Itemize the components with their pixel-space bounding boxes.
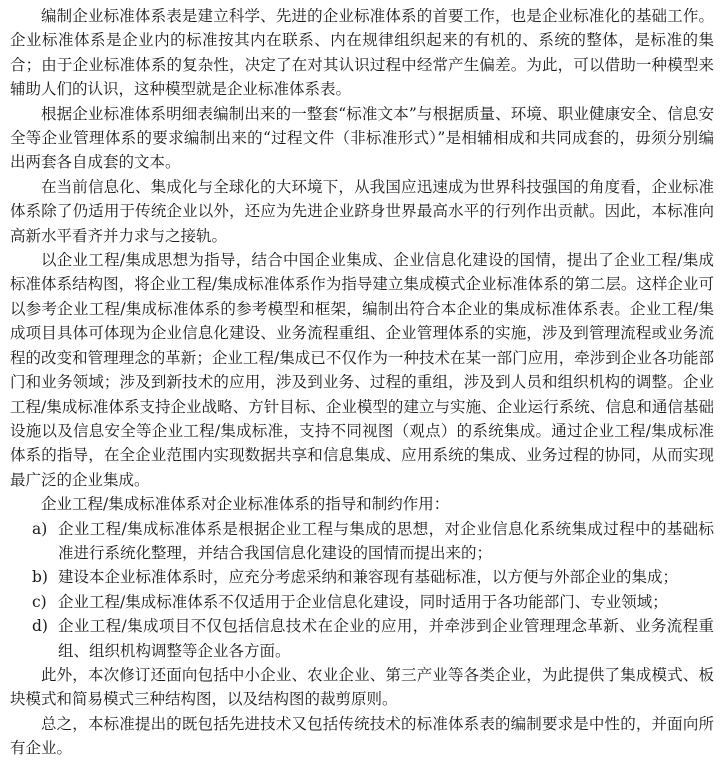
paragraph-conclusion: 总之，本标准提出的既包括先进技术又包括传统技术的标准体系表的编制要求是中性的，并面向所有企业。 <box>10 714 714 758</box>
list-item-text: 企业工程/集成标准体系是根据企业工程与集成的思想，对企业信息化系统集成过程中的基础标准进行系统化整理，并结合我国信息化建设的国情而提出来的； <box>58 519 714 562</box>
list-item-text: 企业工程/集成项目不仅包括信息技术在企业的应用，并牵涉到企业管理理念革新、业务流程重组、组织机构调整等企业各方面。 <box>58 617 714 660</box>
list-item <box>10 614 714 663</box>
list-item-marker: b) <box>32 568 48 587</box>
list-item <box>10 517 714 566</box>
list-item-marker: d) <box>32 617 48 636</box>
paragraph-standard-texts: 根据企业标准体系明细表编制出来的一整套“标准文本”与根据质量、环境、职业健康安全、信息安全等企业管理体系的要求编制出来的“过程文件（非标准形式）”是相辅相成和共同成套的，毋须分别编出两套各自成套的文本。 <box>10 104 714 172</box>
list-item-text: 建设本企业标准体系时，应充分考虑采纳和兼容现有基础标准，以方便与外部企业的集成； <box>58 568 679 587</box>
list-item <box>10 565 714 589</box>
paragraph-intro: 编制企业标准体系表是建立科学、先进的企业标准体系的首要工作，也是企业标准化的基础工作。企业标准体系是企业内的标准按其内在联系、内在规律组织起来的有机的、系统的整体，是标准的集合；由于企业标准体系的复杂性，决定了在对其认识过程中经常产生偏差。为此，可以借助一种模型来辅助人们的认识，这种模型就是企业标准体系表。 <box>10 7 714 99</box>
list-item-marker: c) <box>32 592 47 611</box>
list-item-text: 企业工程/集成标准体系不仅适用于企业信息化建设，同时适用于各功能部门、专业领域； <box>58 592 668 611</box>
list-item-marker: a) <box>32 519 48 538</box>
paragraph-global-context: 在当前信息化、集成化与全球化的大环境下，从我国应迅速成为世界科技强国的角度看，企业标准体系除了仍适用于传统企业以外，还应为先进企业跻身世界最高水平的行列作出贡献。因此，本标准向高新水平看齐并力求与之接轨。 <box>10 177 714 245</box>
paragraph-enterprise-engineering: 以企业工程/集成思想为指导，结合中国企业集成、企业信息化建设的国情，提出了企业工程/集成标准体系结构图，将企业工程/集成标准体系作为指导建立集成模式企业标准体系的第二层。这样企业可以参考企业工程/集成标准体系的参考模型和框架，编制出符合本企业的集成标准体系表。企业工程/集成项目具体可体现为企业信息化建设、业务流程重组、企业管理体系的实施，涉及到管理流程或业务流程的改变和管理理念的革新；企业工程/集成已不仅作为一种技术在某一部门应用，牵涉到企业各功能部门和业务领域；涉及到新技术的应用，涉及到业务、过程的重组，涉及到人员和组织机构的调整。企业工程/集成标准体系支持企业战略、方针目标、企业模型的建立与实施、企业运行系统、信息和通信基础设施以及信息安全等企业工程/集成标准，支持不同视图（观点）的系统集成。通过企业工程/集成标准体系的指导，在全企业范围内实现数据共享和信息集成、应用系统的集成、业务过程的协同，从而实现最广泛的企业集成。 <box>10 251 714 489</box>
paragraph-guidance-lead: 企业工程/集成标准体系对企业标准体系的指导和制约作用： <box>41 495 450 514</box>
paragraph-revision-scope: 此外，本次修订还面向包括中小企业、农业企业、第三产业等各类企业，为此提供了集成模式、板块模式和简易模式三种结构图，以及结构图的裁剪原则。 <box>10 665 714 709</box>
list-item <box>10 590 714 614</box>
